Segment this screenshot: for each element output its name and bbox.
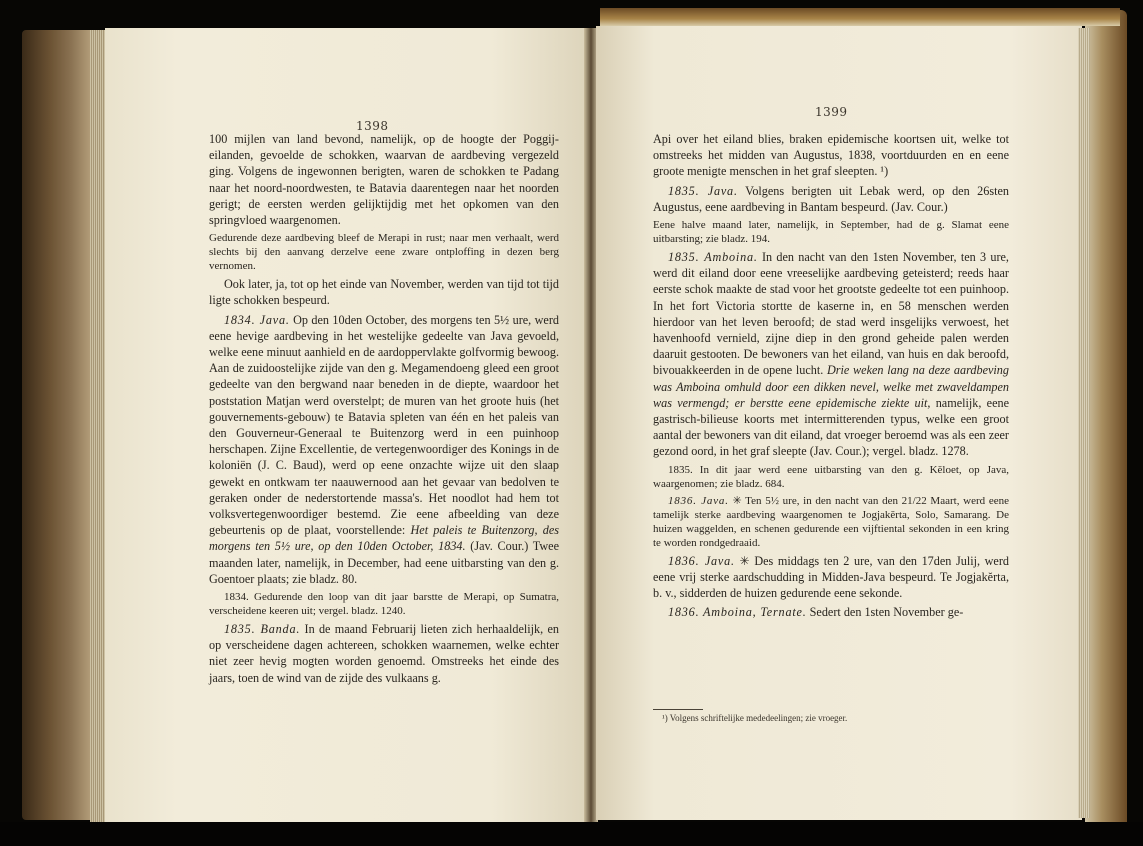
page-number-left: 1398: [356, 119, 389, 133]
paragraph: Ook later, ja, tot op het einde van November, werden van tijd tot tijd ligte schokken bespeurd.: [209, 277, 559, 308]
book-top-binding: [600, 8, 1120, 26]
entry-heading: 1836. Java.: [668, 494, 729, 507]
paragraph-small: 1834. Gedurende den loop van dit jaar barstte de Merapi, op Sumatra, verscheidene keeren uit; vergel. bladz. 1240.: [209, 591, 559, 618]
entry-heading: 1835. Banda.: [224, 622, 301, 637]
paragraph-entry-1836-amboina: 1836. Amboina, Ternate. Sedert den 1sten November ge-: [668, 605, 964, 620]
entry-heading: 1834. Java.: [224, 312, 290, 327]
paragraph-entry-1835-banda: 1835. Banda. In de maand Februarij lieten zich herhaaldelijk, en op verscheidene dagen achtereen, schokken waarnemen, welke echter niet zeer hevig mogten worden genoemd. Omstreeks het einde des jaars, toen de wind van de zijde des vulkaans g.: [209, 622, 559, 685]
paragraph-entry-1835-amboina: 1835. Amboina. In den nacht van den 1sten November, ten 3 ure, werd dit eiland door eene vreeselijke aardbeving geteisterd; reeds haar eerste schok maakte de stad voor het grootste gedeelte tot een puinhoop. In het fort Victoria stortte de kaserne in, en 58 menschen werden hierdoor van het leven beroofd; de stad werd insgelijks verwoest, het havenhoofd vernield, zijne diep in den grond geheide palen werden daaruit gestooten. De bewoners van het eiland, van huis en dak beroofd, bivouakkeerden in de opene lucht. Drie weken lang na deze aardbeving was Amboina omhuld door een dikken nevel, welke met zwaveldampen was vermengd; er berstte eene epidemische ziekte uit, namelijk, eene gastrisch-bilieuse koorts met intermitterenden typus, welke een groot aantal der bewoners van dit eiland, dat vroeger beroemd was als een zeer gezond oord, in het graf sleepte (Jav. Cour.); vergel. bladz. 1278.: [653, 250, 1009, 459]
book-cover-left-edge: [22, 30, 92, 820]
paragraph-small: 1835. In dit jaar werd eene uitbarsting van den g. Kĕloet, op Java, waargenomen; zie bladz. 684.: [653, 463, 1009, 490]
right-page-text: [653, 131, 1009, 623]
page-edges-left: [90, 30, 106, 822]
paragraph: Api over het eiland blies, braken epidemische koortsen uit, welke tot omstreeks het midden van Augustus, 1838, voortduurden en en eene groote menigte menschen in het graf sleepten. ¹): [653, 132, 1009, 179]
italic-passage: Drie weken lang na deze aardbeving was Amboina omhuld door een dikken nevel, welke met zwaveldampen was vermengd; er berstte eene epidemische ziekte uit,: [653, 363, 1009, 410]
background-shadow: [0, 822, 1143, 846]
italic-caption: Het paleis te Buitenzorg, des morgens ten 5½ ure, op den 10den October, 1834.: [209, 523, 559, 554]
paragraph-entry-1836-java: 1836. Java. ✳ Ten 5½ ure, in den nacht van den 21/22 Maart, werd eene tamelijk sterke aardbeving waargenomen te Jogjakĕrta, Solo, Samarang. De huizen waggelden, en schenen gedurende een vijftiental sekonden in een kring te worden rondgedraaid.: [653, 494, 1009, 549]
paragraph-entry-1836-java-2: 1836. Java. ✳ Des middags ten 2 ure, van den 17den Julij, werd eene vrij sterke aardschudding in Midden-Java bespeurd. Te Jogjakĕrta, b. v., sidderden de huizen gedurende eene sekonde.: [653, 553, 1009, 601]
paragraph: 100 mijlen van land bevond, namelijk, op de hoogte der Poggij-eilanden, gevoelde de schokken, waarvan de aardbeving vergezeld ging. Volgens de ingewonnen berigten, waren de schokken te Padang naar het noord-noordwesten, te Batavia daarentegen naar het noorden gerigt; de eersten werden gelijktijdig met het opkomen van den springvloed waargenomen.: [209, 132, 559, 228]
right-page: [596, 26, 1082, 820]
entry-heading: 1836. Amboina, Ternate.: [668, 605, 807, 620]
entry-heading: 1835. Amboina.: [668, 250, 758, 265]
page-edges-right: [1078, 28, 1090, 818]
entry-heading: 1836. Java.: [668, 553, 735, 568]
left-page-text: [209, 131, 559, 689]
book-cover-right-edge: [1085, 10, 1127, 840]
paragraph-small: Gedurende deze aardbeving bleef de Merapi in rust; naar men verhaalt, werd slechts bij den aanvang derzelve eene zware ontploffing in dezen berg vernomen.: [209, 232, 559, 273]
footnote: ¹) Volgens schriftelijke mededeelingen; zie vroeger.: [662, 713, 848, 723]
footnote-rule: [653, 709, 703, 710]
page-number-right: 1399: [815, 105, 848, 119]
left-page: [105, 28, 587, 823]
paragraph-small: Eene halve maand later, namelijk, in September, had de g. Slamat eene uitbarsting; zie bladz. 194.: [653, 219, 1009, 246]
entry-heading: 1835. Java.: [668, 183, 738, 198]
paragraph-entry-1834-java: 1834. Java. Op den 10den October, des morgens ten 5½ ure, werd eene hevige aardbeving in het westelijke gedeelte van Java gevoeld, welke eene minuut aanhield en de aardoppervlakte golfvormig bewoog. Aan de zuidoostelijke zijde van den g. Megamendoeng gleed een groot gedeelte van den bergwand naar beneden in de diepte, waardoor het poststation Matjan werd overstelpt; de muren van het groote huis (het gouvernements-gebouw) te Batavia spleten van één en het paleis van den Gouverneur-Generaal te Buitenzorg werd in een puinhoop herschapen. Zijne Excellentie, de vertegenwoordiger des Konings in de koloniën (J. C. Baud), werd op eene onzachte wijze uit den slaap gewekt en ontkwam ter naauwernood aan het gevaar van bedolven te geraken onder de nederstortende massa's. Het noodlot had hem tot volksvertegenwoordiger bestemd. Zie eene afbeelding van deze gebeurtenis op de plaat, voorstellende: Het paleis te Buitenzorg, des morgens ten 5½ ure, op den 10den October, 1834. (Jav. Cour.) Twee maanden later, namelijk, in December, had eene uitbarsting van den g. Goentoer plaats; zie bladz. 80.: [209, 312, 559, 586]
paragraph-entry-1835-java: 1835. Java. Volgens berigten uit Lebak werd, op den 26sten Augustus, eene aardbeving in Bantam bespeurd. (Jav. Cour.): [653, 183, 1009, 214]
